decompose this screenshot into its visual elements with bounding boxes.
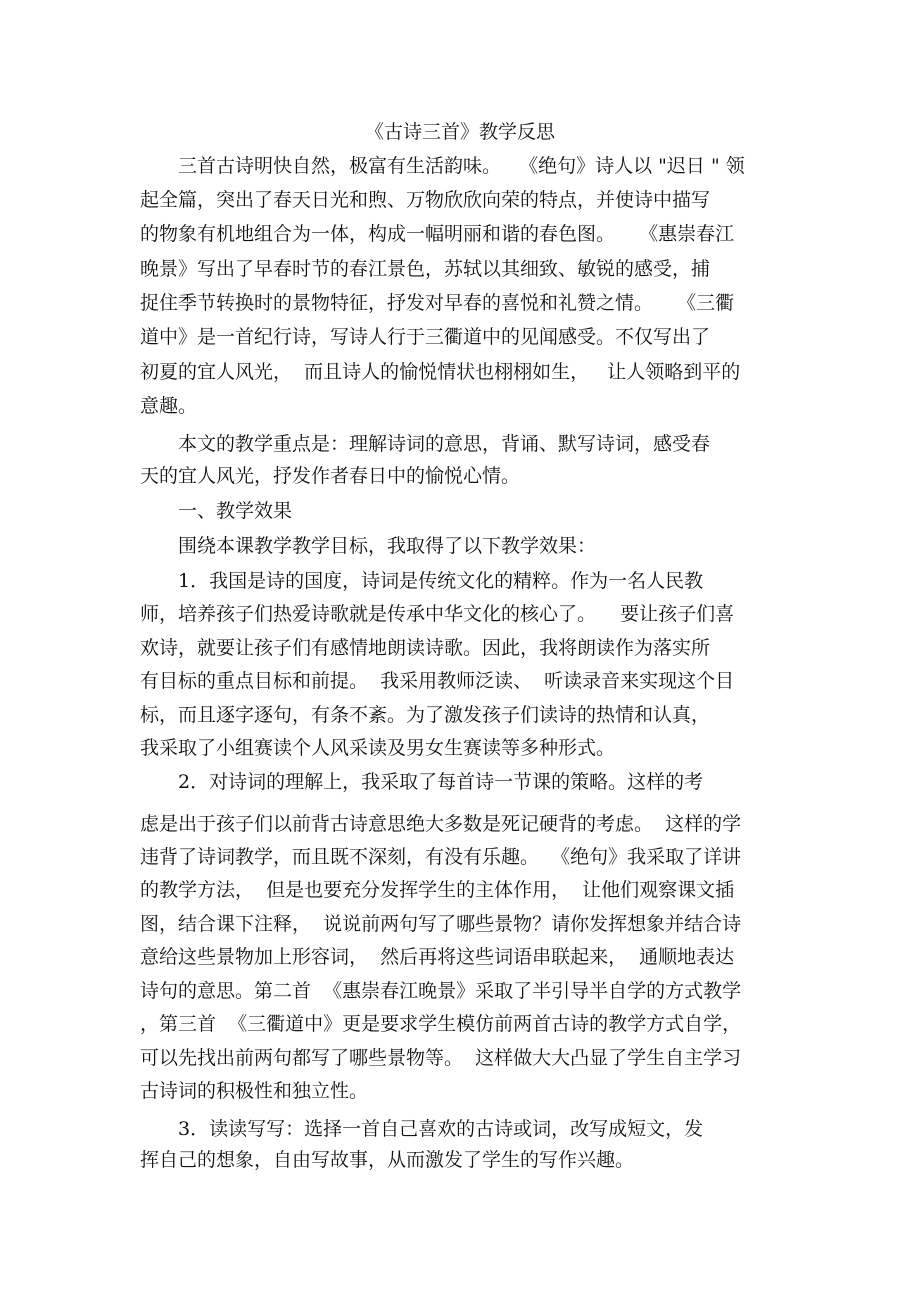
paragraph-line: 本文的教学重点是：理解诗词的意思，背诵、默写诗词，感受春	[178, 433, 711, 455]
paragraph-line: 捉住季节转换时的景物特征，抒发对早春的喜悦和礼赞之情。 《三衢	[140, 292, 735, 314]
paragraph-line: 2．对诗词的理解上，我采取了每首诗一节课的策略。这样的考	[178, 771, 704, 793]
paragraph-line: 起全篇，突出了春天日光和煦、万物欣欣向荣的特点，并使诗中描写	[140, 189, 711, 211]
document-title: 《古诗三首》教学反思	[364, 121, 555, 143]
paragraph-line: 意给这些景物加上形容词， 然后再将这些词语串联起来， 通顺地表达	[140, 946, 735, 968]
paragraph-line: 虑是出于孩子们以前背古诗意思绝大多数是死记硬背的考虑。 这样的学	[140, 813, 742, 835]
paragraph-line: 标，而且逐字逐句，有条不紊。为了激发孩子们读诗的热情和认真，	[140, 704, 711, 726]
paragraph-line: 初夏的宜人风光， 而且诗人的愉悦情状也栩栩如生， 让人领略到平的	[140, 361, 741, 383]
paragraph-line: 可以先找出前两句都写了哪些景物等。 这样做大大凸显了学生自主学习	[140, 1047, 742, 1069]
paragraph-line: 3．读读写写：选择一首自己喜欢的古诗或词，改写成短文，发	[178, 1118, 704, 1140]
paragraph-line: 我采取了小组赛读个人风采读及男女生赛读等多种形式。	[140, 737, 616, 759]
paragraph-line: 有目标的重点目标和前提。 我采用教师泛读、 听读录音来实现这个目	[140, 670, 735, 692]
paragraph-line: 违背了诗词教学，而且既不深刻，有没有乐趣。 《绝句》我采取了详讲	[140, 846, 742, 868]
paragraph-line: 欢诗，就要让孩子们有感情地朗读诗歌。因此，我将朗读作为落实所	[140, 637, 711, 659]
paragraph-line: 晚景》写出了早春时节的春江景色，苏轼以其细致、敏锐的感受，捕	[140, 258, 711, 280]
paragraph-line: 诗句的意思。第二首 《惠崇春江晚景》采取了半引导半自学的方式教学	[140, 980, 742, 1002]
paragraph-line: 古诗词的积极性和独立性。	[140, 1080, 369, 1102]
paragraph-line: 意趣。	[140, 395, 198, 417]
section-heading: 一、教学效果	[178, 500, 293, 522]
paragraph-line: 挥自己的想象，自由写故事，从而激发了学生的写作兴趣。	[140, 1149, 635, 1171]
paragraph-line: 道中》是一首纪行诗，写诗人行于三衢道中的见闻感受。不仅写出了	[140, 326, 711, 348]
paragraph-line: 三首古诗明快自然，极富有生活韵味。 《绝句》诗人以 "迟日 " 领	[178, 155, 745, 177]
paragraph-line: ，第三首 《三衢道中》更是要求学生模仿前两首古诗的教学方式自学，	[140, 1013, 742, 1035]
paragraph-line: 围绕本课教学教学目标，我取得了以下教学效果：	[178, 535, 597, 557]
paragraph-line: 1．我国是诗的国度，诗词是传统文化的精粹。作为一名人民教	[178, 570, 704, 592]
paragraph-line: 图，结合课下注释， 说说前两句写了哪些景物？请你发挥想象并结合诗	[140, 913, 742, 935]
paragraph-line: 的教学方法， 但是也要充分发挥学生的主体作用， 让他们观察课文插	[140, 879, 735, 901]
paragraph-line: 的物象有机地组合为一体，构成一幅明丽和谐的春色图。 《惠崇春江	[140, 223, 735, 245]
paragraph-line: 天的宜人风光，抒发作者春日中的愉悦心情。	[140, 465, 521, 487]
paragraph-line: 师，培养孩子们热爱诗歌就是传承中华文化的核心了。 要让孩子们喜	[140, 603, 735, 625]
